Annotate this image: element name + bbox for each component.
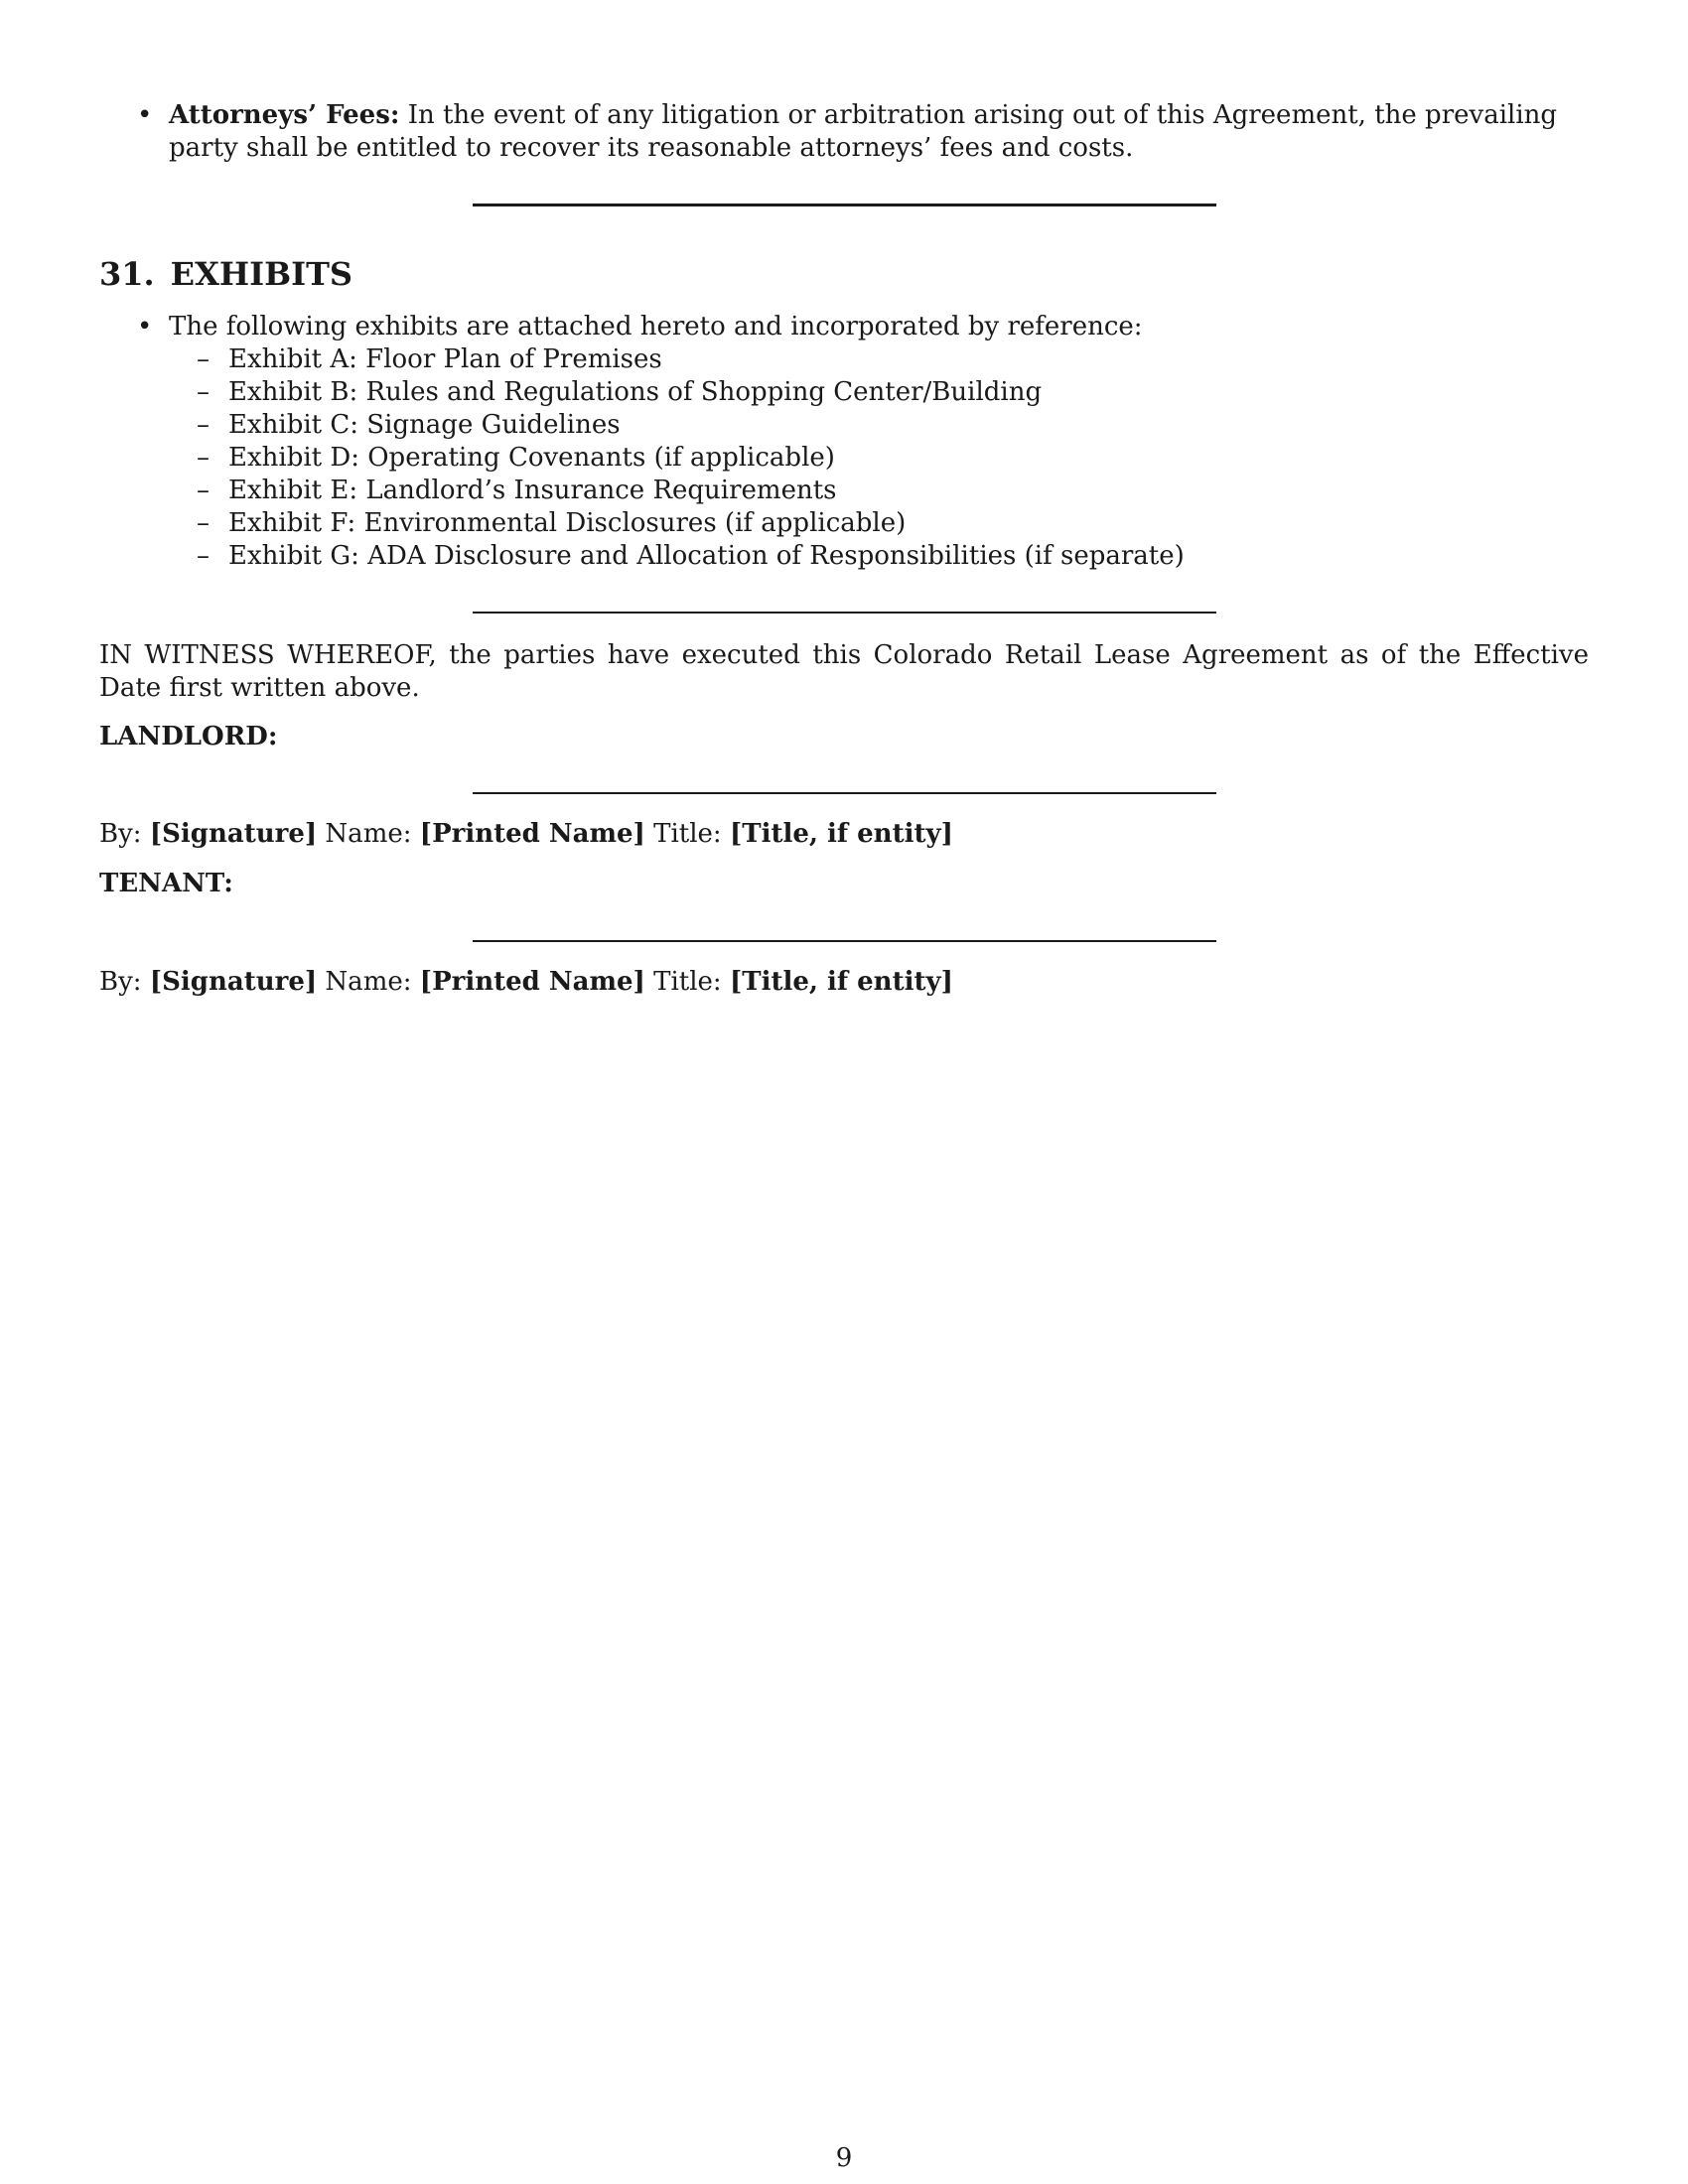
signature-placeholder: [Signature] xyxy=(149,967,318,997)
name-label: Name: xyxy=(317,967,420,997)
provision-list xyxy=(99,99,1589,165)
by-label: By: xyxy=(99,819,150,849)
title-label: Title: xyxy=(644,967,730,997)
exhibits-intro-item xyxy=(99,311,1589,573)
exhibit-item: – Exhibit B: Rules and Regulations of Shopping Center/Building xyxy=(169,376,1589,409)
exhibit-item: – Exhibit C: Signage Guidelines xyxy=(169,409,1589,442)
witness-clause: IN WITNESS WHEREOF, the parties have executed this Colorado Retail Lease Agreement as of the Effective Date first written above. xyxy=(99,640,1589,703)
attorneys-fees-block xyxy=(99,99,1589,165)
landlord-signature-rule xyxy=(473,792,1216,794)
exhibit-item: – Exhibit G: ADA Disclosure and Allocation of Responsibilities (if separate) xyxy=(169,540,1589,573)
exhibits-list xyxy=(99,311,1589,573)
landlord-label: LANDLORD: xyxy=(99,722,278,751)
page-number: 9 xyxy=(835,2143,853,2173)
exhibits-block xyxy=(99,311,1589,573)
tenant-signature-rule xyxy=(473,940,1216,942)
section-divider xyxy=(473,204,1216,206)
landlord-signature-line xyxy=(99,818,953,851)
section-heading xyxy=(99,254,352,294)
by-label: By: xyxy=(99,967,150,997)
exhibit-item: – Exhibit F: Environmental Disclosures (if applicable) xyxy=(169,507,1589,540)
printed-name-placeholder: [Printed Name] xyxy=(419,819,645,849)
exhibit-item: – Exhibit D: Operating Covenants (if applicable) xyxy=(169,442,1589,475)
section-divider xyxy=(473,612,1216,614)
section-title: EXHIBITS xyxy=(170,255,353,293)
title-label: Title: xyxy=(644,819,730,849)
provision-term: Attorneys’ Fees: xyxy=(169,100,400,130)
section-number: 31. xyxy=(99,255,155,293)
provision-text: In the event of any litigation or arbitration arising out of this Agreement, the prevailing party shall be entitled to recover its reasonable attorneys’ fees and costs. xyxy=(169,100,1558,163)
provision-item xyxy=(99,99,1589,165)
tenant-label: TENANT: xyxy=(99,869,233,898)
tenant-signature-line xyxy=(99,966,953,999)
exhibit-item: – Exhibit E: Landlord’s Insurance Requirements xyxy=(169,475,1589,507)
exhibits-intro: The following exhibits are attached hereto and incorporated by reference: xyxy=(169,312,1143,341)
printed-name-placeholder: [Printed Name] xyxy=(419,967,645,997)
signature-placeholder: [Signature] xyxy=(149,819,318,849)
name-label: Name: xyxy=(317,819,420,849)
exhibit-item: – Exhibit A: Floor Plan of Premises xyxy=(169,343,1589,376)
title-placeholder: [Title, if entity] xyxy=(729,819,953,849)
title-placeholder: [Title, if entity] xyxy=(729,967,953,997)
exhibit-sublist xyxy=(169,343,1589,573)
